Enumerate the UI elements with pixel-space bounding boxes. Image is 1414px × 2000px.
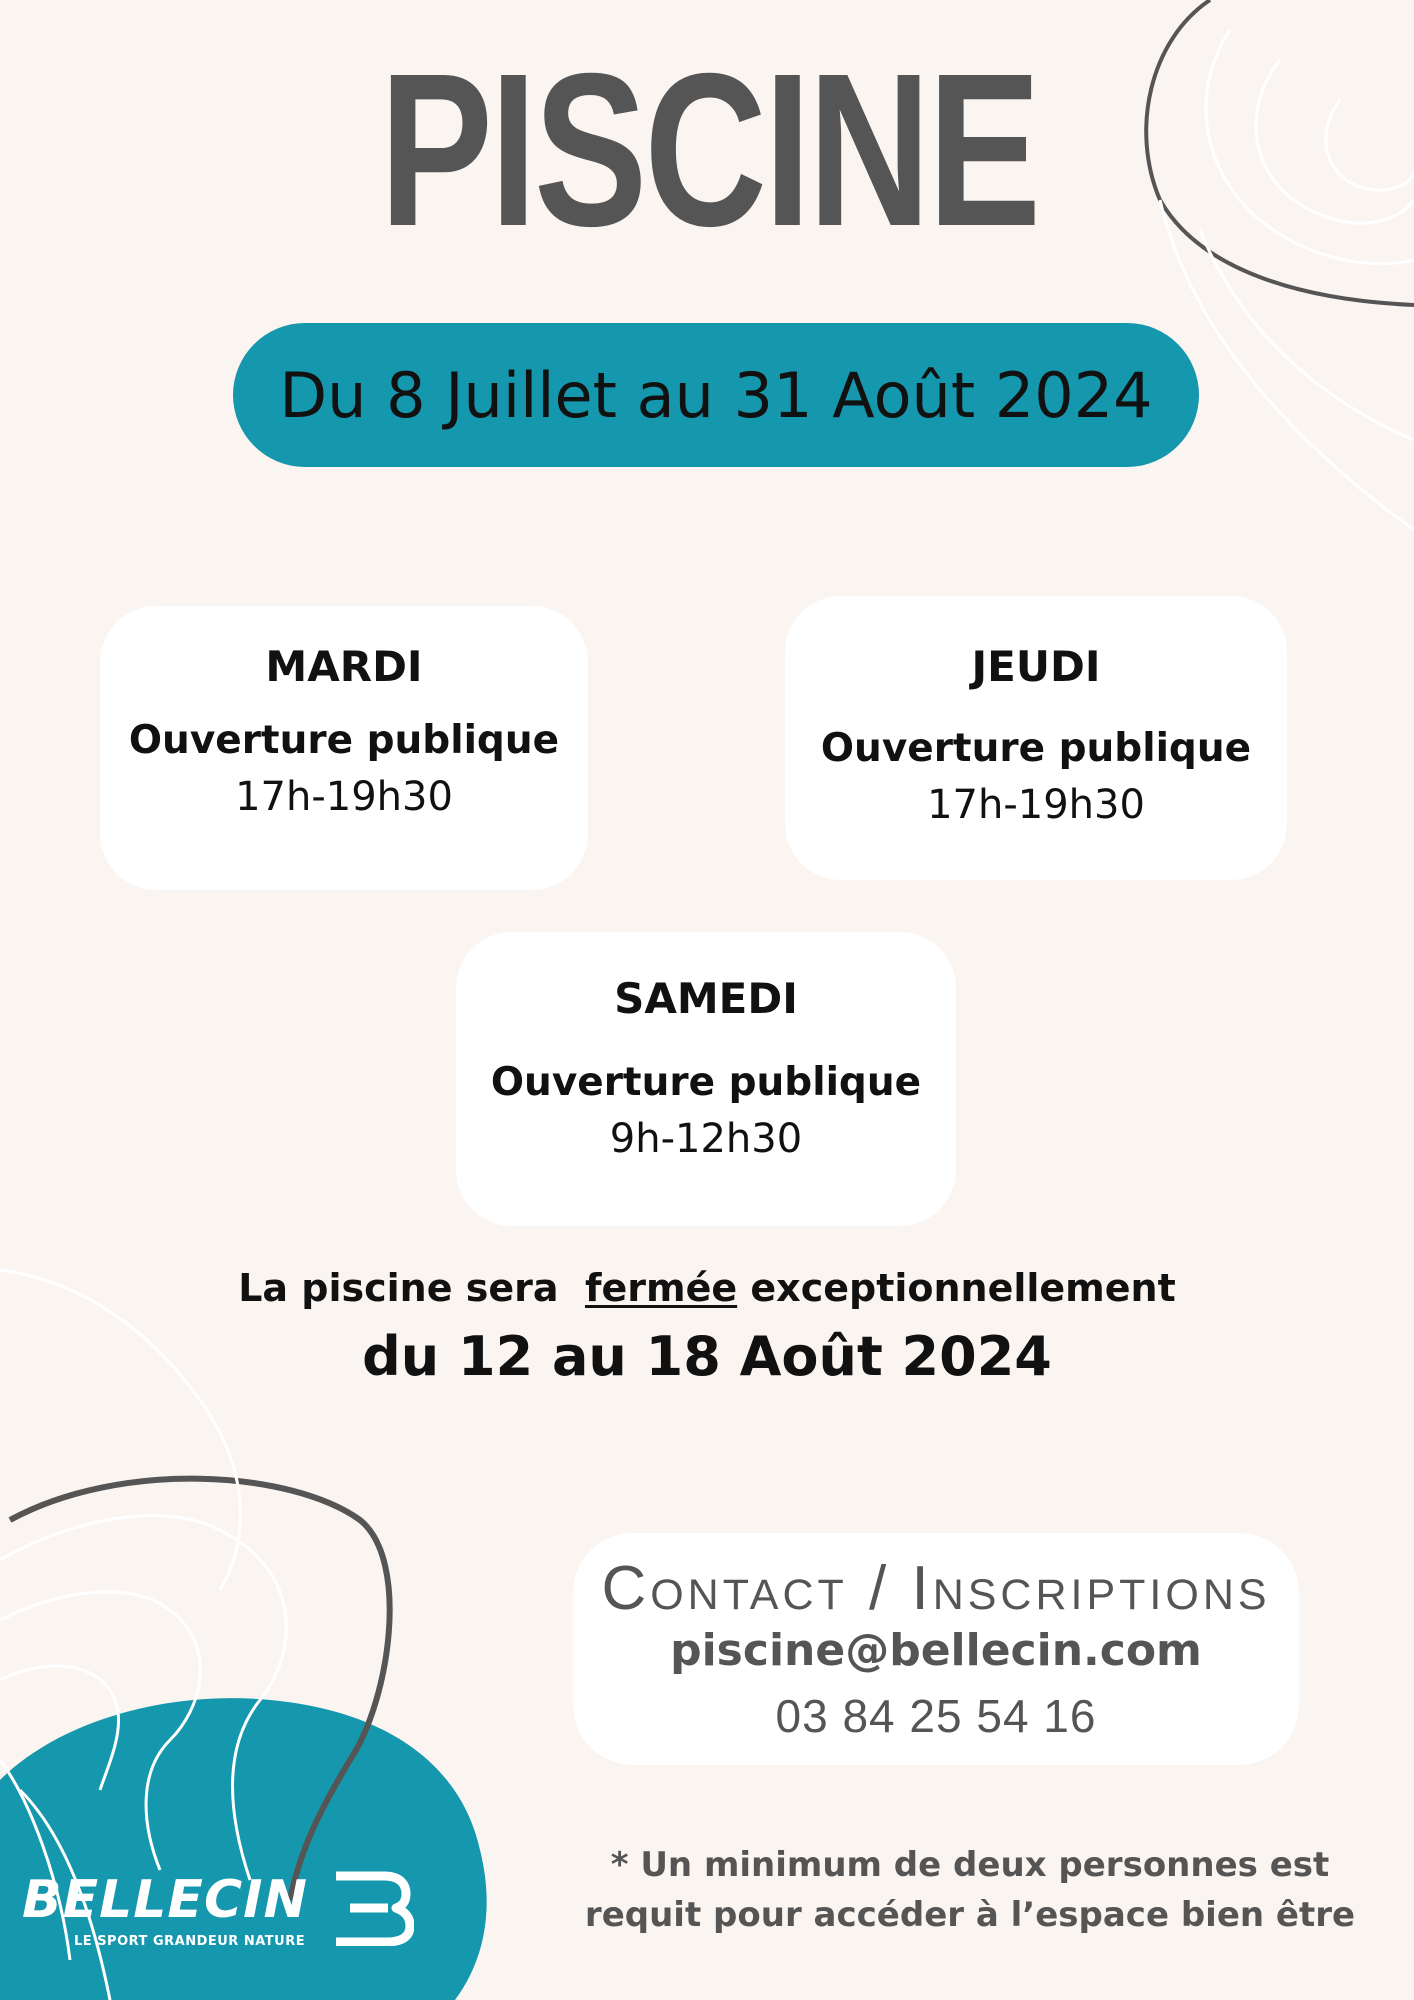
closure-emphasis: fermée [584,1266,738,1310]
logo-b-mark-icon [328,1870,414,1946]
schedule-day: JEUDI [971,642,1101,691]
schedule-day: SAMEDI [614,974,798,1023]
schedule-hours: 17h-19h30 [235,774,453,820]
contact-phone[interactable]: 03 84 25 54 16 [775,1690,1097,1742]
contact-card [573,1533,1299,1765]
schedule-label: Ouverture publique [128,718,560,763]
footnote-line-2: requit pour accéder à l’espace bien être [584,1895,1356,1935]
closure-suffix: exceptionnellement [750,1266,1176,1310]
date-range-text: Du 8 Juillet au 31 Août 2024 [279,358,1153,432]
contact-title: Contact / Inscriptions [601,1554,1271,1623]
schedule-hours: 9h-12h30 [609,1116,803,1162]
logo-name: BELLECIN [22,1870,308,1930]
schedule-day: MARDI [265,642,423,691]
schedule-card-mardi [100,606,588,890]
teal-blob [0,1698,487,2000]
closure-dates: du 12 au 18 Août 2024 [362,1325,1052,1388]
date-range-banner [233,323,1199,467]
logo-tagline: LE SPORT GRANDEUR NATURE [74,1934,306,1949]
schedule-card-samedi [456,932,956,1226]
bellecin-logo [22,1870,422,1950]
page-title: PISCINE [379,29,1039,272]
schedule-label: Ouverture publique [490,1060,922,1105]
contact-email[interactable]: piscine@bellecin.com [670,1625,1202,1676]
closure-notice [0,1266,1414,1310]
footnote-line-1: * Un minimum de deux personnes est [610,1845,1330,1885]
schedule-label: Ouverture publique [820,726,1252,771]
footnote [560,1840,1380,1940]
schedule-hours: 17h-19h30 [927,782,1145,828]
closure-prefix: La piscine sera [238,1266,559,1310]
schedule-card-jeudi [785,596,1287,880]
